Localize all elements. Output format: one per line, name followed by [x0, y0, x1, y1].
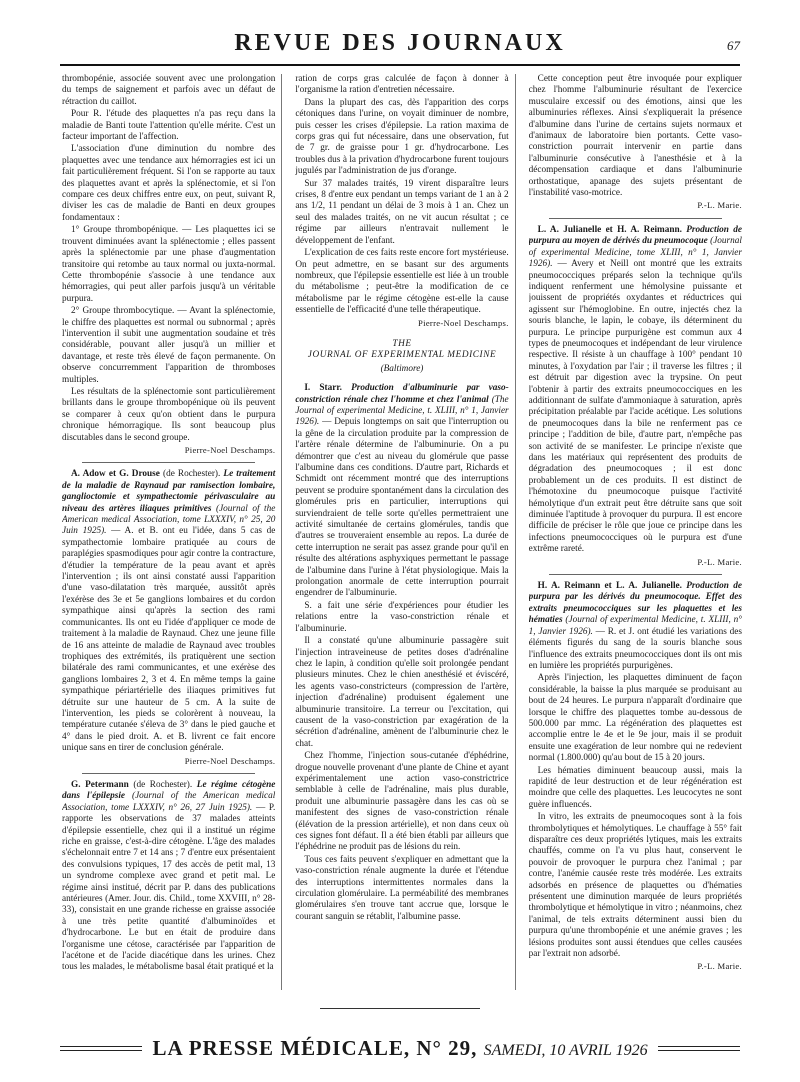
journal-city: (Baltimore): [380, 363, 424, 374]
footer-line-left: [60, 1046, 142, 1051]
article-authors: L. A. Julianelle et H. A. Reimann.: [537, 224, 682, 235]
article-reference: (Journal of the American medical Association, tome LXXXIV, n° 26, 27 Juin 1925).: [62, 791, 276, 813]
article-affiliation: (de Rochester).: [133, 779, 193, 790]
article-entry: [62, 469, 275, 754]
paragraph: 2° Groupe thrombocytique. — Avant la splénectomie, le chiffre des plaquettes est normal ou subnormal ; après l'intervention il subit une augmentation soudaine et très considérable, pouvant aller jusqu'à un millier et davantage, et reste très élevé de façon permanente. On observe concurremment l'apparition de thromboses multiples.: [62, 306, 276, 385]
page-header: [60, 24, 740, 66]
paragraph: Sur 37 malades traités, 19 virent disparaître leurs crises, 8 d'entre eux pendant un temps variant de 1 an à 2 ans 1/2, 11 pendant un délai de 3 mois à 1 an. Chez un seul des malades traités, on ne vit aucun résultat ; ce régime par ailleurs n'entravait nullement le développement de l'enfant.: [295, 178, 509, 246]
column-1: [62, 74, 282, 990]
paragraph: L'explication de ces faits reste encore fort mystérieuse. On peut admettre, en se basant sur des arguments nombreux, que l'épilepsie essentielle est liée à un trouble du métabolisme ; peut-être la modification de ce métabolisme par le régime cétogène est-elle la cause essentielle de l'efficacité d'une telle thérapeutique.: [295, 248, 509, 316]
paragraph: Cette conception peut être invoquée pour expliquer chez l'homme l'albuminurie résultant de l'exercice musculaire excessif ou des émotions, ainsi que les albuminuries réflexes. Ainsi s'expliquerait la présence d'albumine dans l'urine de certains sujets normaux et d'animaux de laboratoire bien portants. Cette vaso-constriction pourrait intervenir en partie dans l'albuminurie consécutive à l'anesthésie et à la décompensation cardiaque et dans l'albuminurie orthostatique, apanage des sujets présentant de l'instabilité vaso-motrice.: [528, 74, 742, 199]
article-title: Production de purpura au moyen de dérivés du pneumocoque: [528, 224, 742, 247]
column-3: [529, 74, 742, 990]
article-reference: (Journal of experimental Medicine, t. XLIII, n° 1, Janvier 1926).: [528, 615, 742, 637]
article-reference: (Journal of experimental Medicine, tome XLIII, n° 1, Janvier 1926).: [528, 236, 742, 270]
signature: P.-L. Marie.: [697, 961, 742, 972]
article-title: Production de purpura par les dérivés du pneumocoque. Effet des extraits pneumococciques sur les plaquettes et les hématies: [528, 581, 742, 626]
article-authors: A. Adow et G. Drouse: [71, 469, 160, 480]
footer-rule: [320, 1008, 480, 1009]
article-authors: H. A. Reimann et L. A. Julianelle.: [537, 581, 682, 592]
paragraph: Chez l'homme, l'injection sous-cutanée d'éphédrine, drogue nouvelle provenant d'une plante de Chine et ayant expérimentalement une action vaso-constrictrice semblable à celle de l'adrénaline, mais plus durable, produit une albuminurie passagère dans les cas où se manifestent des signes de vaso-constriction rénale (élévation de la pression artérielle), et non dans ceux où ces signes font défaut. Il a été bien établi par ailleurs que l'éphédrine ne produit pas de lésions du rein.: [295, 751, 509, 853]
paragraph: Après l'injection, les plaquettes diminuent de façon considérable, la baisse la plus marquée se produisant au bout de 24 heures. Le purpura n'apparaît d'ordinaire que lorsque le chiffre des plaquettes tombe au-dessous de 500.000 par mmc. La régénération des plaquettes est accomplie entre le 4e et le 9e jour, mais il se produit ensuite une exagération de leur nombre qui ne redevient normal (1.800.000) qu'au bout de 15 à 20 jours.: [528, 673, 742, 764]
page-number: 67: [727, 38, 740, 53]
article-body: — Depuis longtemps on sait que l'interruption ou la gêne de la circulation produite par la compression de l'artère rénale détermine de l'albuminurie. On a pu démontrer que c'est au niveau du glomérule que passe l'albumine dans ces conditions. D'autre part, Richards et Schmidt ont récemment montré que des interruptions peuvent se produire spontanément dans la circulation des glomérules pris en particulier, interruptions qui surviendraient de telle sorte qu'elles permettraient une activité simultanée de certains glomérules, tandis que d'autres se trouveraient ensemble au repos. La durée de cette interruption ne serait pas assez grande pour qu'il en résulte des altérations asphyxiques permettant le passage de l'albumine dans l'urine à l'état physiologique. Mais la prolongation anormale de cette interruption pourrait engendrer de l'albuminurie.: [295, 417, 509, 599]
article-body: — A. et B. ont eu l'idée, dans 5 cas de sympathectomie lombaire pratiquée au cours de paraplégies spasmodiques pour agir contre la contracture, d'étudier la température de la peau avant et après l'intervention ; ils ont ainsi constaté aussi l'apparition d'une vaso-dilatation très marquée, aussitôt après l'exérèse des 3e et 5e ganglions lombaires et du cordon sympathique ainsi qu'après la section des rami communicantes. Ils ont eu l'idée d'appliquer ce mode de traitement à la maladie de Raynaud. Chez une jeune fille de 16 ans atteinte de maladie de Raynaud avec troubles trophiques des extrémités, ils pratiquèrent une section bilatérale des rami communicantes, et une exérèse des ganglions lombaires 2, 3 et 4. En même temps la gaine sympathique périartérielle des iliaques primitives fut détruite sur une hauteur de 5 cm. A la suite de l'intervention, les pieds se colorèrent à nouveau, la température cutanée s'éleva de 3° dans le pied gauche et 4° dans le pied droit. A. et B. livrent ce fait encore unique sans en tirer de conclusion générale.: [62, 526, 276, 754]
paragraph: Dans la plupart des cas, dès l'apparition des corps cétoniques dans l'urine, on voyait diminuer de nombre, puis cesser les crises d'épilepsie. La ration maxima de corps gras qui fut nécessaire, dans une observation, fut de 7 gr. de graisse pour 1 gr. d'hydrocarbone. Les troubles dus à la privation d'hydrocarbone furent toujours jugulés par l'administration de jus d'orange.: [295, 97, 509, 177]
page-footer: [60, 1028, 740, 1068]
footer-title: LA PRESSE MÉDICALE, N° 29,: [152, 1035, 478, 1060]
article-separator: [82, 462, 255, 463]
paragraph: Tous ces faits peuvent s'expliquer en admettant que la vaso-constriction rénale augmente la durée et l'étendue des interruptions intermittentes normales dans la circulation glomérulaire. La perméabilité des membranes glomérulaires s'en trouve tant accrue que, lorsque le courant sanguin se rétablit, l'albumine passe.: [295, 854, 509, 922]
article-affiliation: (de Rochester).: [162, 469, 221, 480]
signature: Pierre-Noel Deschamps.: [184, 445, 276, 455]
signature: Pierre-Noel Deschamps.: [184, 755, 276, 766]
paragraph: Pour R. l'étude des plaquettes n'a pas reçu dans la maladie de Banti toute l'attention qu'elle mérite. C'est un facteur important de l'affection.: [62, 109, 276, 143]
paragraph: Les résultats de la splénectomie sont particulièrement brillants dans le groupe thrombopénique où ils peuvent se comparer à ceux qu'on obtient dans le purpura chronique hémorragique. Ils sont beaucoup plus discutables dans le second groupe.: [62, 386, 276, 443]
paragraph: thrombopénie, associée souvent avec une prolongation du temps de saignement et parfois avec un défaut de rétraction du caillot.: [62, 74, 276, 107]
footer-publication: [142, 1036, 657, 1061]
article-entry: [529, 225, 742, 556]
article-entry: [295, 383, 508, 600]
article-title: Le traitement de la maladie de Raynaud par ramisection lombaire, ganglioctomie et sympathectomie périvasculaire au niveau des artères iliaques primitives: [62, 469, 276, 514]
article-reference: (The Journal of experimental Medicine, t. XLIII, n° 1, Janvier 1926).: [295, 394, 509, 428]
paragraph: L'association d'une diminution du nombre des plaquettes avec une tendance aux hémorragies est ici un fait particulièrement fréquent. Si l'on se rapporte au taux des plaquettes avant et après la splénectomie, et si l'on compare ces deux chiffres entre eux, on peut, suivant R, diviser les cas de maladie de Banti en deux groupes fondamentaux :: [62, 144, 276, 223]
signature: Pierre-Noel Deschamps.: [418, 317, 509, 328]
article-separator: [549, 218, 722, 219]
footer-line-right: [658, 1046, 740, 1051]
journal-heading-the: THE: [392, 338, 412, 349]
paragraph: Les hématies diminuent beaucoup aussi, mais la rapidité de leur destruction et de leur régénération est moindre que celle des plaquettes. Les leucocytes ne sont guère influencés.: [528, 765, 742, 810]
journal-heading-name: JOURNAL OF EXPERIMENTAL MEDICINE: [307, 350, 497, 361]
article-title: Le régime cétogène dans l'épilepsie: [62, 779, 276, 802]
footer-date: SAMEDI, 10 AVRIL 1926: [483, 1041, 648, 1059]
article-body: — R. et J. ont étudié les variations des éléments figurés du sang de la souris blanche sous l'influence des extraits pneumococciques dont ils ont mis en lumière les propriétés purpurigènes.: [528, 626, 742, 671]
column-2: [295, 74, 515, 990]
article-entry: [62, 780, 275, 974]
signature: P.-L. Marie.: [697, 556, 742, 567]
article-separator: [82, 773, 255, 774]
running-title: REVUE DES JOURNAUX: [234, 30, 566, 56]
article-body: — P. rapporte les observations de 37 malades atteints d'épilepsie essentielle, chez qui il a institué un régime riche en graisse, c'est-à-dire cétogène. L'âge des malades s'échelonnait entre 7 et 14 ans ; 7 d'entre eux présentaient des convulsions typiques, 17 des accès de petit mal, 13 un syndrome complexe avec grand et petit mal. Le régime ainsi institué, décrit par P. dans des publications antérieures (Amer. Jour. dis. Child., tome XXVIII, n° 28-33), consistait en une grande richesse en graisse associée à une très petite quantité d'albuminoïdes et d'hydrocarbone. Le but en était de produire dans l'organisme une cétose, caractérisée par l'apparition de l'acétone et de l'acide diacétique dans les urines. Chez tous les malades, le métabolisme basal était pratiqué et la: [62, 802, 276, 973]
paragraph: S. a fait une série d'expériences pour étudier les relations entre la vaso-constriction rénale et l'albuminurie.: [295, 600, 509, 634]
article-authors: G. Petermann: [71, 779, 129, 790]
article-columns: [62, 74, 742, 990]
paragraph: In vitro, les extraits de pneumocoques sont à la fois thrombolytiques et hémolytiques. Le chauffage à 55° fait disparaître ces deux propriétés lytiques, mais les extraits chauffés, comme on l'a vu plus haut, conservent le pouvoir de provoquer le purpura chez l'animal ; par contre, l'anémie causée reste très modérée. Les extraits adsorbés en présence de plaquettes ou d'hématies présentent une diminution marquée de leurs propriétés thrombolytique et hémolytique in vitro ; néanmoins, chez l'animal, de tels extraits déterminent aussi bien du purpura qu'une thrombopénie et une anémie graves ; les lésions produites sont aussi étendues que celles causées par l'extrait non adsorbé.: [528, 812, 742, 960]
signature: P.-L. Marie.: [697, 200, 742, 211]
paragraph: 1° Groupe thrombopénique. — Les plaquettes ici se trouvent diminuées avant la splénectomie ; elles passent après la splénectomie par une phase d'augmentation transitoire qui retombe au taux normal ou juxta-normal. Cette thrombopénie s'associe à une tendance aux hémorragies, qui peut aller parfois jusqu'à un véritable purpura.: [62, 225, 276, 304]
article-authors: I. Starr.: [304, 383, 342, 394]
article-separator: [549, 574, 722, 575]
journal-heading: [295, 339, 508, 362]
article-body: — Avery et Neill ont montré que les extraits pneumococciques préparés selon la technique qu'ils indiquent renferment une hémolysine puissante et jouissent de propriétés oxydantes et réductrices qui agissent sur l'hémoglobine. En outre, injectés chez la souris blanche, le lapin, le cobaye, ils déterminent du purpura. Le principe purpurigène est commun aux 4 types de pneumocoques et indépendant de leur virulence respective. Il résiste à un chauffage à 100° pendant 10 minutes, à l'oxydation par l'air ; il traverse les filtres ; il est détruit par digestion avec la trypsine. On peut l'obtenir à partir des extraits pneumococciques en les additionnant de sulfate d'ammoniaque à saturation, après précipitation préalable par l'acide acétique. Les solutions de pneumocoques dans la bile ne renferment pas ce principe ; l'addition de bile, d'autre part, n'empêche pas son activité de se manifester. Le principe n'existe que dans les matériaux qui représentent des produits de dégradation des pneumocoques ; il est donc probablement un de ces produits. Il est distinct de l'hémotoxine du pneumocoque puisque l'activité hémolytique d'un extrait peut être détruite sans que soit diminuée l'aptitude à provoquer du purpura. Il est encore difficile de préciser le rôle que joue ce principe dans les infections pneumococciques où le purpura est d'une extrême rareté.: [528, 259, 742, 555]
article-reference: (Journal of the American medical Association, tome LXXXIV, n° 25, 20 Juin 1925).: [62, 503, 276, 537]
article-entry: [529, 581, 742, 672]
article-title: Production d'albuminurie par vaso-constriction rénale chez l'homme et chez l'animal: [295, 383, 509, 405]
paragraph: Il a constaté qu'une albuminurie passagère suit l'injection intraveineuse de petites doses d'adrénaline chez le lapin, à condition qu'elle soit prolongée pendant plusieurs minutes. Chez le chien anesthésié et éviscéré, les agents vaso-constricteurs (compression de l'artère, injection d'adrénaline) produisent également une albuminurie transitoire. La terreur ou l'excitation, qui causent de la vaso-constriction par exagération de la sécrétion d'adrénaline, amènent de l'albuminurie chez le chat.: [295, 636, 509, 749]
paragraph: ration de corps gras calculée de façon à donner à l'organisme la ration d'entretien nécessaire.: [295, 74, 509, 96]
